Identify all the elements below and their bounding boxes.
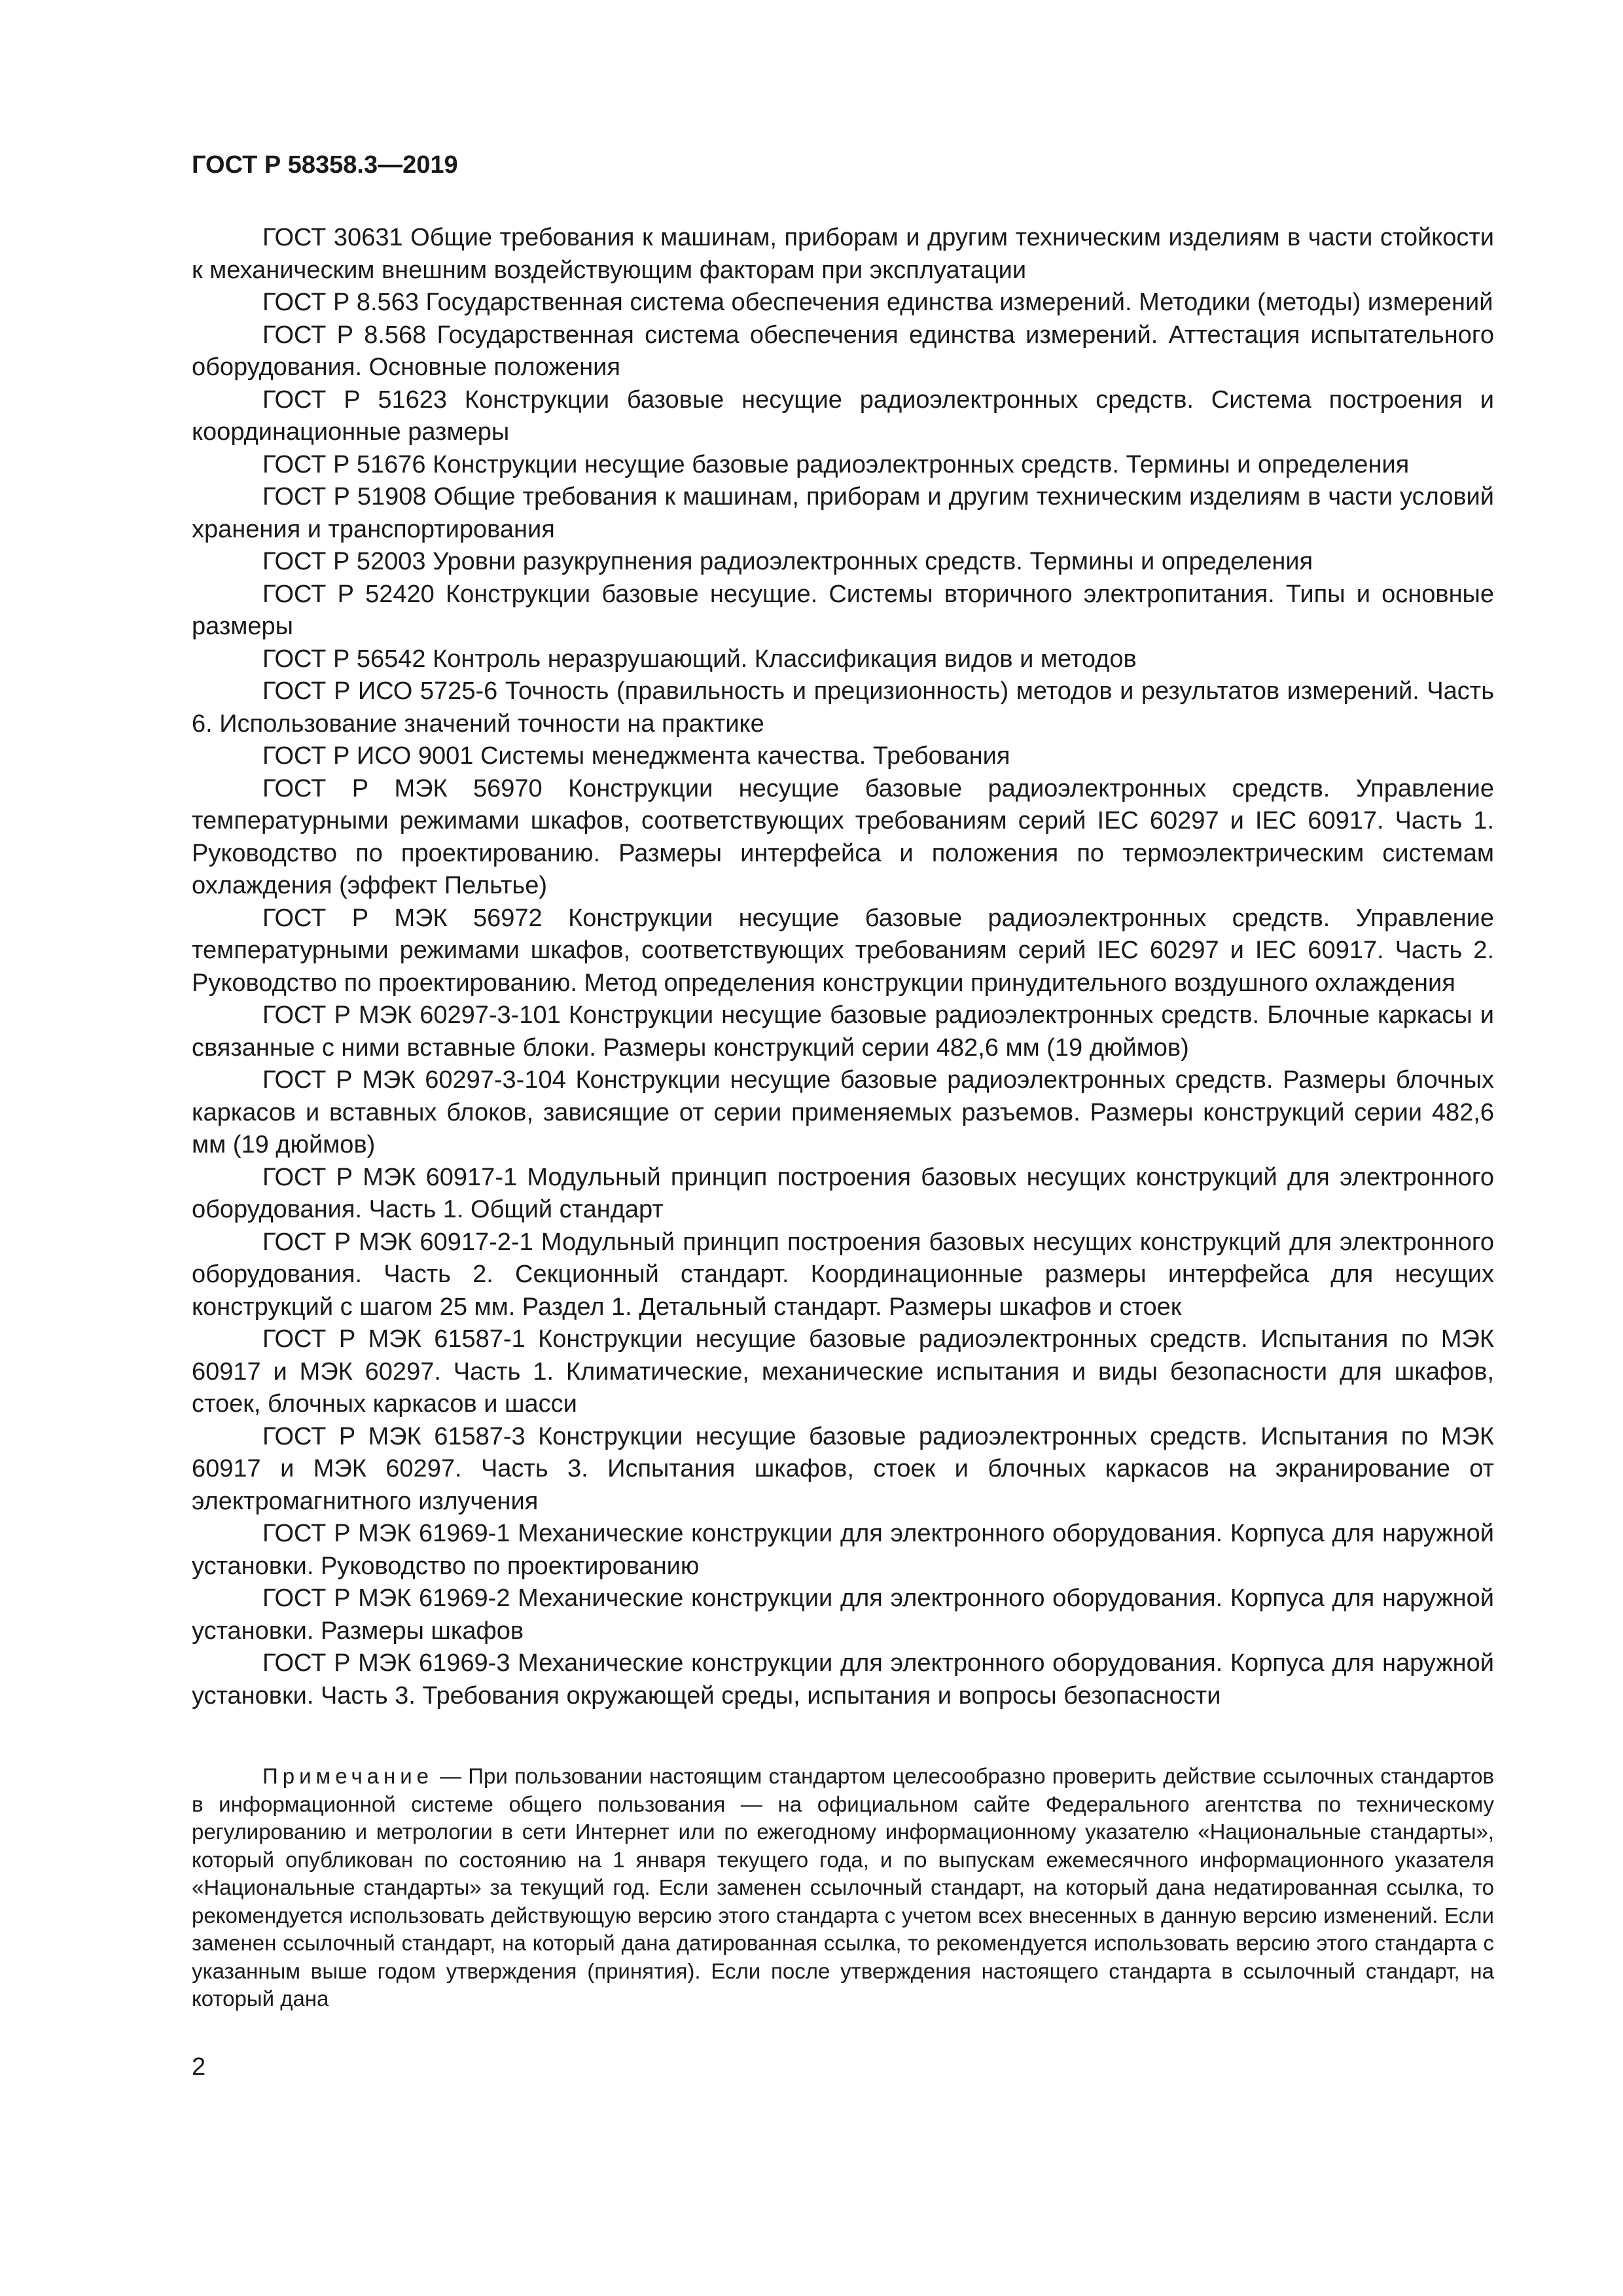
reference-item: ГОСТ 30631 Общие требования к машинам, приборам и другим техническим изделиям в части стойкости к механическим внешним воздействующим факторам при эксплуатации — [192, 224, 1494, 284]
note-label: Примечание — [262, 1764, 434, 1788]
reference-item: ГОСТ Р 52003 Уровни разукрупнения радиоэлектронных средств. Термины и определения — [262, 548, 1313, 575]
normative-references-list — [192, 222, 1494, 1712]
reference-item: ГОСТ Р МЭК 61969-3 Механические конструкции для электронного оборудования. Корпуса для наружной установки. Часть 3. Требования окружающей среды, испытания и вопросы безопасности — [192, 1649, 1494, 1710]
page-number: 2 — [192, 2053, 206, 2081]
reference-item: ГОСТ Р ИСО 5725-6 Точность (правильность и прецизионность) методов и результатов измерений. Часть 6. Использование значений точности на практике — [192, 677, 1494, 738]
note-paragraph — [192, 1763, 1494, 2013]
reference-item: ГОСТ Р МЭК 56970 Конструкции несущие базовые радиоэлектронных средств. Управление температурными режимами шкафов, соответствующих требованиям серий IEC 60297 и IEC 60917. Часть 1. Руководство по проектированию. Размеры интерфейса и положения по термоэлектрическим системам охлаждения (эффект Пельтье) — [192, 774, 1494, 899]
reference-item: ГОСТ Р МЭК 60297-3-104 Конструкции несущие базовые радиоэлектронных средств. Размеры блочных каркасов и вставных блоков, зависящие от серии применяемых разъемов. Размеры конструкций серии 482,6 мм (19 дюймов) — [192, 1066, 1494, 1158]
reference-item: ГОСТ Р МЭК 61587-3 Конструкции несущие базовые радиоэлектронных средств. Испытания по МЭК 60917 и МЭК 60297. Часть 3. Испытания шкафов, стоек и блочных каркасов на экранирование от электромагнитного излучения — [192, 1422, 1494, 1515]
reference-item: ГОСТ Р 8.568 Государственная система обеспечения единства измерений. Аттестация испытательного оборудования. Основные положения — [192, 321, 1494, 381]
reference-item: ГОСТ Р МЭК 56972 Конструкции несущие базовые радиоэлектронных средств. Управление температурными режимами шкафов, соответствующих требованиям серий IEC 60297 и IEC 60917. Часть 2. Руководство по проектированию. Метод определения конструкции принудительного воздушного охлаждения — [192, 904, 1494, 997]
reference-item: ГОСТ Р 51623 Конструкции базовые несущие радиоэлектронных средств. Система построения и координационные размеры — [192, 386, 1494, 446]
reference-item: ГОСТ Р ИСО 9001 Системы менеджмента качества. Требования — [262, 742, 1010, 770]
reference-item: ГОСТ Р МЭК 60297-3-101 Конструкции несущие базовые радиоэлектронных средств. Блочные каркасы и связанные с ними вставные блоки. Размеры конструкций серии 482,6 мм (19 дюймов) — [192, 1001, 1494, 1062]
reference-item: ГОСТ Р 51676 Конструкции несущие базовые радиоэлектронных средств. Термины и определения — [262, 450, 1410, 478]
reference-item: ГОСТ Р 8.563 Государственная система обеспечения единства измерений. Методики (методы) измерений — [262, 289, 1493, 316]
reference-item: ГОСТ Р МЭК 60917-2-1 Модульный принцип построения базовых несущих конструкций для электронного оборудования. Часть 2. Секционный стандарт. Координационные размеры интерфейса для несущих конструкций с шагом 25 мм. Раздел 1. Детальный стандарт. Размеры шкафов и стоек — [192, 1228, 1494, 1321]
document-header: ГОСТ Р 58358.3—2019 — [192, 151, 458, 179]
reference-item: ГОСТ Р МЭК 61969-1 Механические конструкции для электронного оборудования. Корпуса для наружной установки. Руководство по проектированию — [192, 1520, 1494, 1580]
reference-item: ГОСТ Р МЭК 61969-2 Механические конструкции для электронного оборудования. Корпуса для наружной установки. Размеры шкафов — [192, 1585, 1494, 1645]
reference-item: ГОСТ Р 56542 Контроль неразрушающий. Классификация видов и методов — [262, 645, 1137, 673]
reference-item: ГОСТ Р МЭК 61587-1 Конструкции несущие базовые радиоэлектронных средств. Испытания по МЭК 60917 и МЭК 60297. Часть 1. Климатические, механические испытания и виды безопасности для шкафов, стоек, блочных каркасов и шасси — [192, 1325, 1494, 1418]
reference-item: ГОСТ Р 52420 Конструкции базовые несущие. Системы вторичного электропитания. Типы и основные размеры — [192, 580, 1494, 640]
reference-item: ГОСТ Р МЭК 60917-1 Модульный принцип построения базовых несущих конструкций для электронного оборудования. Часть 1. Общий стандарт — [192, 1163, 1494, 1223]
reference-item: ГОСТ Р 51908 Общие требования к машинам, приборам и другим техническим изделиям в части условий хранения и транспортирования — [192, 483, 1494, 543]
note-text: — При пользовании настоящим стандартом целесообразно проверить действие ссылочных стандартов в информационной системе общего пользования — на официальном сайте Федерального агентства по техническому регулированию и метрологии в сети Интернет или по ежегодному информационному указателю «Национальные стандарты», который опубликован по состоянию на 1 января текущего года, и по выпускам ежемесячного информационного указателя «Национальные стандарты» за текущий год. Если заменен ссылочный стандарт, на который дана недатированная ссылка, то рекомендуется использовать действующую версию этого стандарта с учетом всех внесенных в данную версию изменений. Если заменен ссылочный стандарт, на который дана датированная ссылка, то рекомендуется использовать версию этого стандарта с указанным выше годом утверждения (принятия). Если после утверждения настоящего стандарта в ссылочный стандарт, на который дана — [192, 1764, 1494, 2011]
